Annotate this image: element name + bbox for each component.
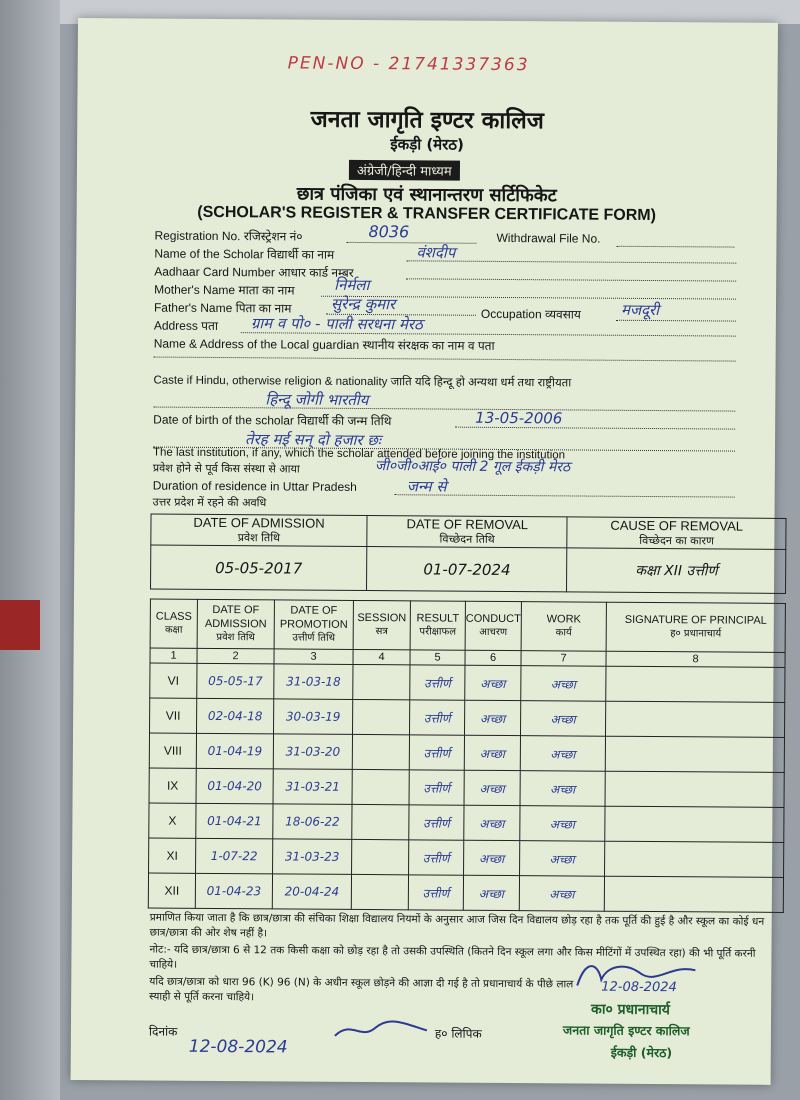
- header-date-of-removal: [367, 516, 568, 548]
- scholar-name-label: Name of the Scholar विद्यार्थी का नाम: [154, 246, 335, 262]
- header-hi: प्रवेश तिथि: [216, 631, 255, 644]
- col-number: 5: [410, 650, 465, 665]
- col-number: 3: [274, 649, 353, 665]
- col-number: 6: [465, 650, 521, 665]
- work-cell: अच्छा: [520, 806, 605, 842]
- admission-cell: 01-04-23: [195, 873, 272, 909]
- principal-sign-date: 12-08-2024: [601, 979, 677, 996]
- session-cell: [351, 874, 408, 909]
- result-cell: उत्तीर्ण: [410, 700, 465, 735]
- promotion-cell: 31-03-20: [273, 734, 352, 770]
- removal-cause-value: कक्षा XII उत्तीर्ण: [567, 548, 786, 594]
- removal-date-value: 01-07-2024: [367, 547, 568, 592]
- work-cell: अच्छा: [521, 666, 606, 702]
- class-cell: VII: [150, 698, 197, 733]
- conduct-cell: अच्छा: [465, 665, 521, 700]
- medium-badge: अंग्रेजी/हिन्दी माध्यम: [349, 160, 460, 181]
- session-cell: [353, 664, 410, 699]
- promotion-cell: 18-06-22: [273, 804, 352, 840]
- guardian-dots: [154, 357, 736, 362]
- note-text: नोट:- यदि छात्र/छात्रा 6 से 12 तक किसी कक्षा को छोड़ रहा है तो उसकी उपस्थिति (कितने दिन स्कूल लगा और किस मीटिंगों में उपस्थित रहा) की भी पूर्ति करनी चाहिये।: [149, 943, 756, 971]
- header-hi: कार्य: [555, 627, 572, 639]
- signature-cell: [605, 841, 784, 877]
- header-en: CLASS: [155, 610, 192, 623]
- mother-name-label: Mother's Name माता का नाम: [154, 282, 295, 298]
- conduct-cell: अच्छा: [464, 770, 520, 805]
- mother-name-value: निर्मला: [334, 275, 370, 295]
- signature-cell: [605, 701, 784, 737]
- conduct-cell: अच्छा: [465, 700, 521, 735]
- header-en: DATE OF ADMISSION: [193, 514, 325, 531]
- registration-value: 8036: [368, 222, 410, 242]
- occupation-value: मजदूरी: [620, 300, 660, 320]
- withdrawal-dots: [616, 246, 734, 248]
- school-name: जनता जागृति इण्टर कालिज: [310, 106, 544, 135]
- promotion-cell: 30-03-19: [274, 699, 353, 735]
- class-cell: X: [149, 803, 196, 838]
- header-en: SIGNATURE OF PRINCIPAL: [624, 613, 767, 627]
- result-cell: उत्तीर्ण: [409, 840, 464, 875]
- guardian-label: Name & Address of the Local guardian स्थानीय संरक्षक का नाम व पता: [153, 336, 495, 353]
- session-cell: [352, 839, 409, 874]
- scholar-name-value: वंशदीप: [416, 243, 456, 262]
- occupation-label: Occupation व्यवसाय: [480, 306, 581, 322]
- admission-cell: 02-04-18: [197, 698, 274, 734]
- background-left: [0, 0, 60, 1100]
- class-cell: VIII: [149, 733, 196, 768]
- dob-value: 13-05-2006: [475, 408, 563, 428]
- col-header-signature: [606, 602, 785, 652]
- form-title-english: (SCHOLAR'S REGISTER & TRANSFER CERTIFICATE FORM): [197, 203, 656, 225]
- table-row: [149, 768, 784, 807]
- col-header-conduct: [465, 601, 521, 650]
- last-institution-label-hindi: प्रवेश होने से पूर्व किस संस्था से आया: [152, 461, 300, 476]
- caste-label: Caste if Hindu, otherwise religion & nationality जाति यदि हिन्दू हो अन्यथा धर्म तथा राष्ट्रीयता: [153, 374, 572, 390]
- header-hi: आचरण: [479, 626, 508, 639]
- signature-cell: [604, 876, 783, 912]
- header-en: RESULT: [416, 612, 460, 625]
- header-hi: विच्छेदन तिथि: [439, 532, 495, 546]
- class-cell: VI: [150, 663, 197, 698]
- result-cell: उत्तीर्ण: [409, 805, 464, 840]
- result-cell: उत्तीर्ण: [408, 875, 463, 910]
- certificate-paper: [71, 18, 778, 1085]
- promotion-cell: 31-03-21: [273, 769, 352, 805]
- table-row: [150, 698, 785, 737]
- stamp-title: का० प्रधानाचार्य: [591, 1001, 670, 1019]
- stamp-school: जनता जागृति इण्टर कालिज: [562, 1022, 690, 1039]
- col-header-class: [150, 599, 197, 648]
- address-value: ग्राम व पो० - पाली सरधना मेरठ: [250, 314, 423, 334]
- work-cell: अच्छा: [519, 876, 604, 912]
- registration-label: Registration No. रजिस्ट्रेशन नं०: [154, 228, 303, 244]
- header-hi: परीक्षाफल: [419, 626, 457, 638]
- signature-cell: [605, 806, 784, 842]
- admission-cell: 01-04-19: [196, 733, 273, 769]
- conduct-cell: अच्छा: [463, 875, 519, 910]
- promotion-cell: 31-03-18: [274, 664, 353, 700]
- conduct-cell: अच्छा: [464, 840, 520, 875]
- header-hi: ह० प्रधानाचार्य: [670, 628, 722, 640]
- work-cell: अच्छा: [520, 736, 605, 772]
- residence-value: जन्म से: [406, 477, 447, 496]
- aadhaar-label: Aadhaar Card Number आधार कार्ड नम्बर: [154, 264, 354, 280]
- residence-label: Duration of residence in Uttar Pradesh: [152, 478, 357, 494]
- father-name-label: Father's Name पिता का नाम: [153, 300, 292, 316]
- pen-number: PEN-NO - 21741337363: [287, 53, 530, 76]
- last-institution-value: जी०जी०आई० पाली 2 गूल ईकड़ी मेरठ: [374, 458, 571, 476]
- aadhaar-dots: [406, 278, 736, 281]
- header-en: CAUSE OF REMOVAL: [610, 517, 744, 534]
- work-cell: अच्छा: [520, 841, 605, 877]
- col-header-admission: [197, 599, 274, 649]
- caste-value: हिन्दू जोगी भारतीय: [265, 390, 369, 410]
- session-cell: [352, 734, 409, 769]
- result-cell: उत्तीर्ण: [409, 770, 464, 805]
- registration-dots: [346, 242, 476, 244]
- table-row: [149, 803, 784, 842]
- form-title-hindi: छात्र पंजिका एवं स्थानान्तरण सर्टिफिकेट: [296, 183, 557, 207]
- class-cell: XII: [148, 873, 195, 908]
- address-label: Address पता: [153, 318, 219, 333]
- stamp-place: ईकड़ी (मेरठ): [610, 1044, 673, 1061]
- father-name-value: सुरेन्द्र कुमार: [330, 294, 396, 314]
- promotion-cell: 31-03-23: [273, 839, 352, 875]
- header-en: DATE OF ADMISSION: [204, 603, 267, 631]
- date-label: दिनांक: [148, 1024, 178, 1039]
- table-row: [149, 838, 784, 877]
- signature-cell: [605, 736, 784, 772]
- signature-cell: [606, 666, 785, 702]
- occupation-dots: [616, 320, 736, 322]
- header-en: WORK: [546, 613, 581, 626]
- header-date-of-admission: [151, 514, 367, 547]
- table-row: [150, 663, 785, 702]
- clerk-label: ह० लिपिक: [434, 1026, 482, 1041]
- dob-dots: [455, 427, 735, 430]
- background-red-object: [0, 600, 40, 650]
- dob-label: Date of birth of the scholar विद्यार्थी की जन्म तिथि: [153, 412, 392, 429]
- school-location: ईकड़ी (मेरठ): [390, 135, 464, 154]
- header-hi: उत्तीर्ण तिथि: [292, 632, 336, 644]
- certification-text: प्रमाणित किया जाता है कि छात्र/छात्रा की संचिका शिक्षा विद्यालय नियमों के अनुसार आज जिस दिन विद्यालय छोड़ रहा है तक पूर्ति की हुई है और स्कूल का कोई धन छात्र/छात्रा की ओर शेष नहीं है।: [149, 911, 765, 940]
- header-en: SESSION: [357, 611, 407, 625]
- conduct-cell: अच्छा: [464, 735, 520, 770]
- withdrawal-label: Withdrawal File No.: [496, 230, 601, 246]
- header-cause-of-removal: [567, 517, 786, 550]
- header-en: CONDUCT: [465, 612, 521, 626]
- header-en: DATE OF REMOVAL: [406, 516, 529, 533]
- clerk-signature: [331, 1016, 431, 1045]
- admission-date-value: 05-05-2017: [151, 545, 367, 591]
- col-number: 2: [197, 648, 274, 664]
- col-number: 7: [521, 651, 606, 667]
- result-cell: उत्तीर्ण: [410, 665, 465, 700]
- result-cell: उत्तीर्ण: [409, 735, 464, 770]
- table-row: [148, 873, 783, 912]
- table-row: [149, 733, 784, 772]
- residence-label-hindi: उत्तर प्रदेश में रहने की अवधि: [152, 495, 267, 510]
- dob-words-value: तेरह मई सन् दो हजार छः: [245, 430, 381, 450]
- admission-cell: 01-04-20: [196, 768, 273, 804]
- header-hi: सत्र: [375, 626, 388, 638]
- promotion-cell: 20-04-24: [272, 874, 351, 910]
- col-header-result: [410, 601, 465, 650]
- header-hi: प्रवेश तिथि: [237, 531, 281, 545]
- col-header-work: [521, 602, 606, 652]
- admission-cell: 05-05-17: [197, 663, 274, 699]
- work-cell: अच्छा: [521, 701, 606, 737]
- rule-text: यदि छात्र/छात्रा को धारा 96 (K) 96 (N) के अधीन स्कूल छोड़ने की आज्ञा दी गई है तो प्रधानाचार्य के पीछे लाल स्याही से पूर्ति करना चाहिये।: [149, 975, 574, 1004]
- admission-removal-table: [150, 514, 787, 594]
- class-cell: IX: [149, 768, 196, 803]
- admission-cell: 01-04-21: [196, 803, 273, 839]
- class-cell: XI: [149, 838, 196, 873]
- col-header-session: [353, 600, 410, 649]
- col-number: 8: [606, 651, 785, 667]
- work-cell: अच्छा: [520, 771, 605, 807]
- header-hi: विच्छेदन का कारण: [639, 533, 715, 548]
- signature-cell: [605, 771, 784, 807]
- admission-cell: 1-07-22: [196, 838, 273, 874]
- last-institution-label: The last institution, if any, which the scholar attended before joining the institution: [152, 446, 566, 462]
- session-cell: [352, 769, 409, 804]
- col-header-promotion: [274, 600, 353, 650]
- class-record-table: [148, 599, 786, 913]
- conduct-cell: अच्छा: [464, 805, 520, 840]
- date-value: 12-08-2024: [188, 1036, 288, 1058]
- header-hi: कक्षा: [164, 624, 183, 636]
- scholar-name-dots: [406, 260, 736, 263]
- col-number: 4: [353, 649, 410, 664]
- col-number: 1: [150, 648, 197, 663]
- session-cell: [353, 699, 410, 734]
- session-cell: [352, 804, 409, 839]
- header-en: DATE OF PROMOTION: [279, 604, 348, 631]
